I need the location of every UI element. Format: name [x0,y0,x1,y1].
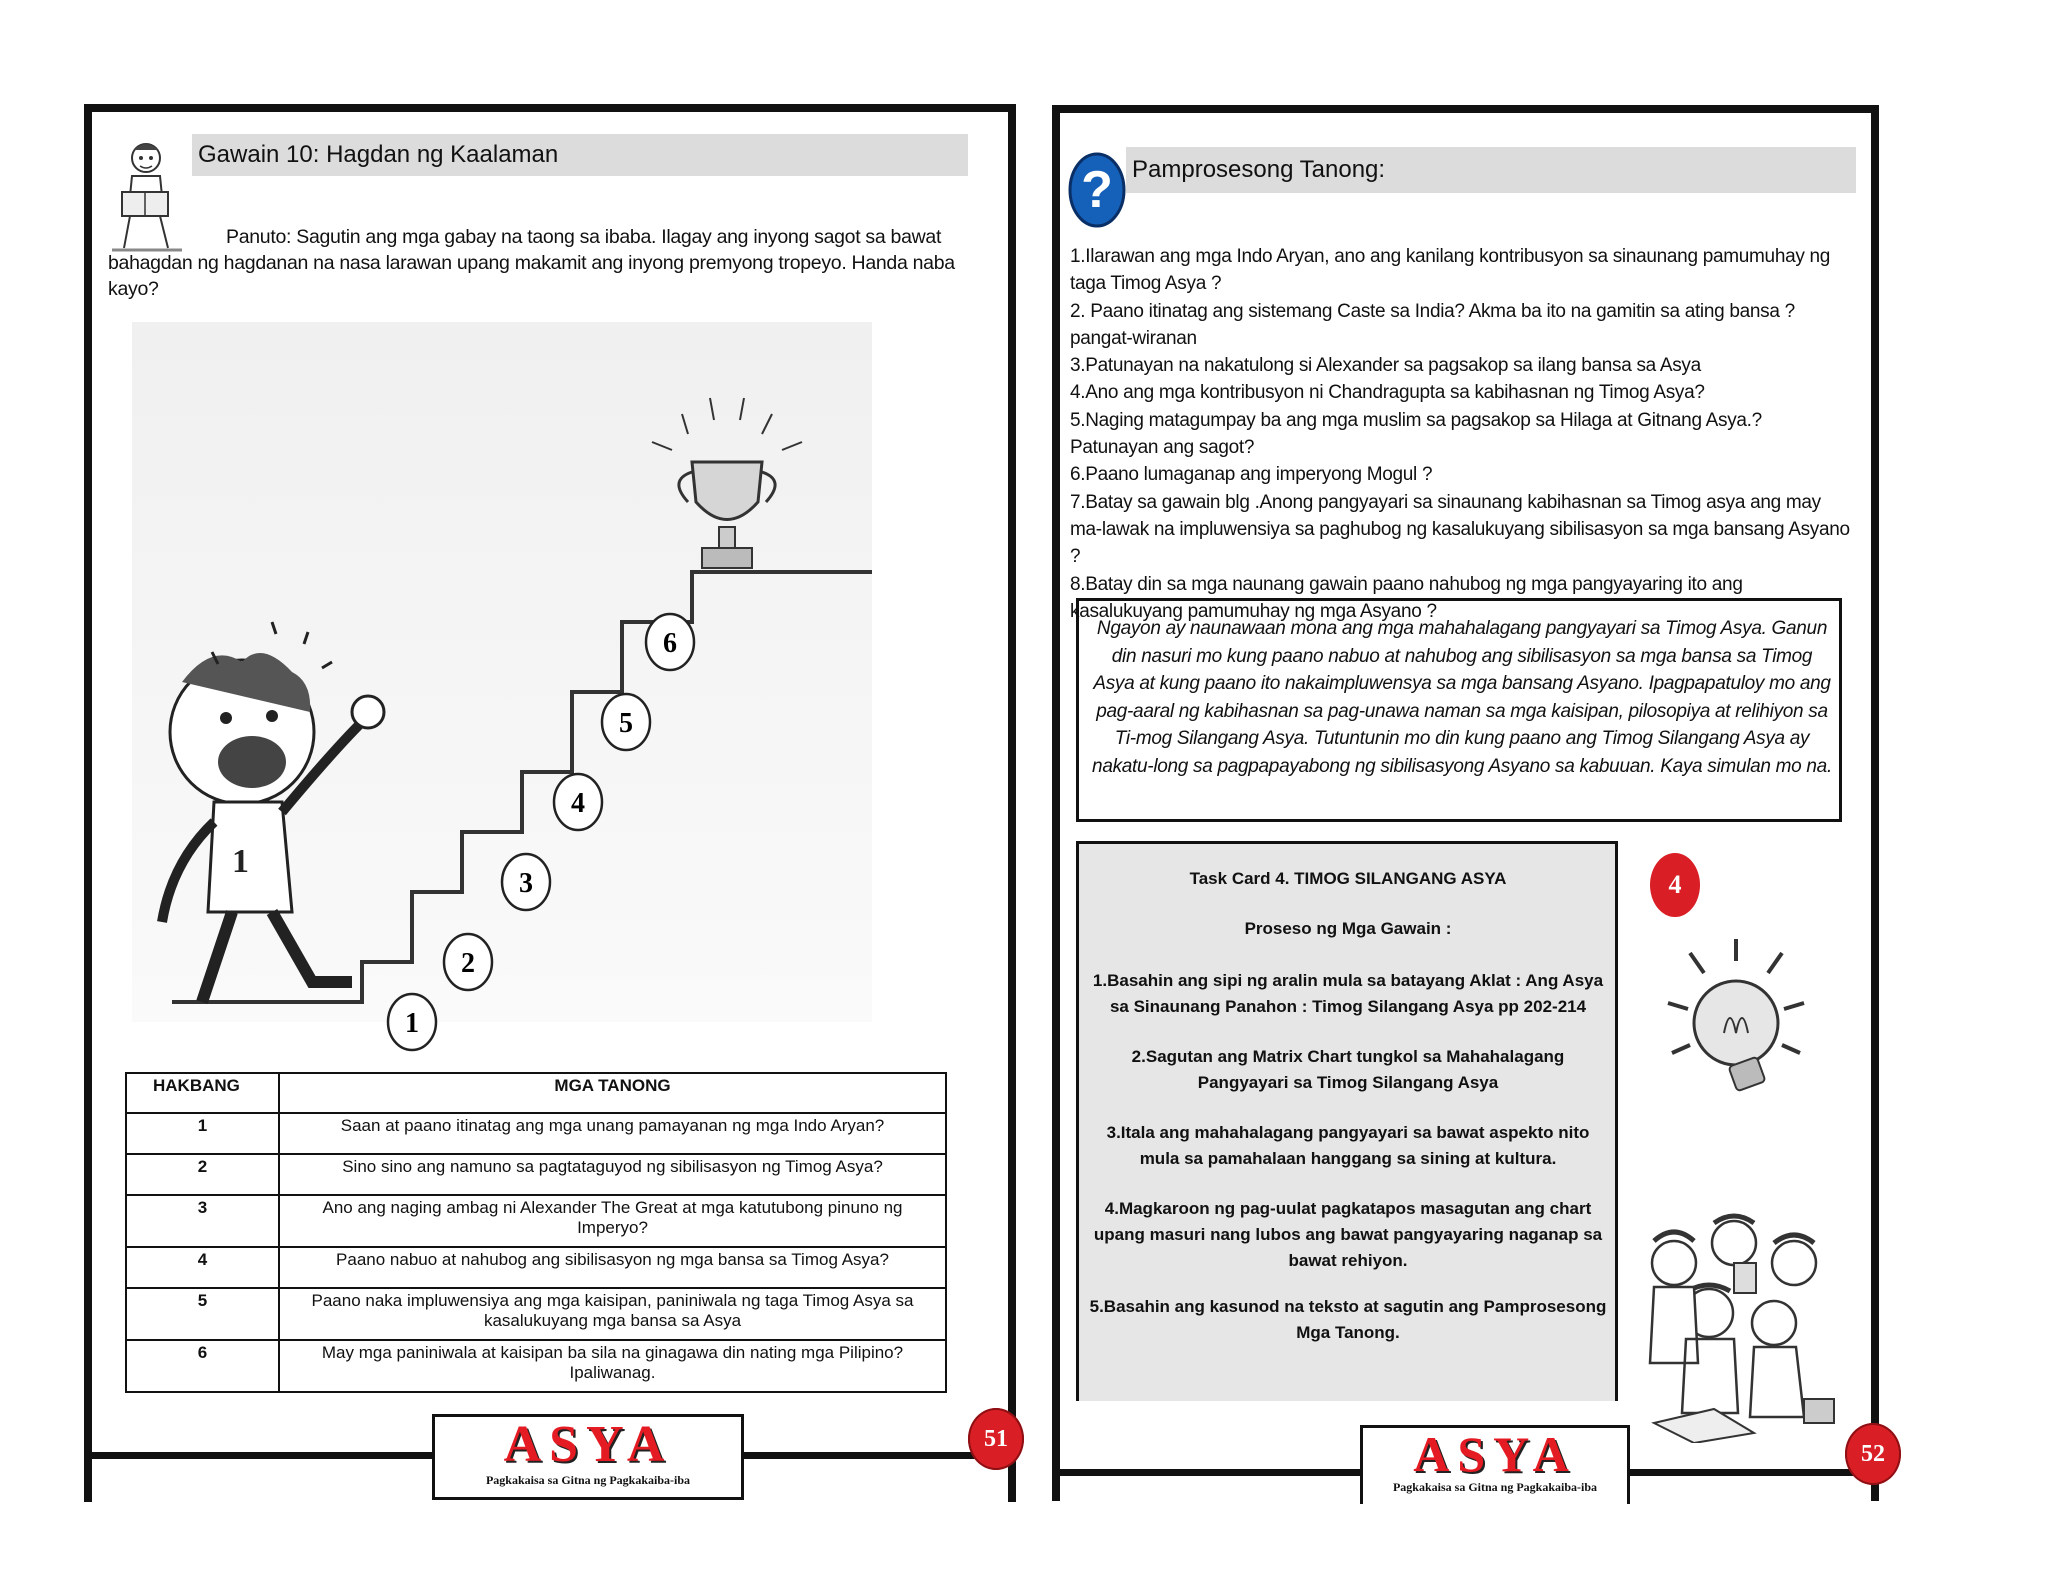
row-question: Paano naka impluwensiya ang mga kaisipan, paniniwala ng taga Timog Asya sa kasalukuyang mga bansa sa Asya [279,1288,946,1340]
asya-logo [1360,1425,1630,1504]
page-number: 52 [1845,1423,1901,1485]
processing-questions-title: Pamprosesong Tanong: [1132,156,1386,183]
step-label-5: 5 [619,708,633,739]
question-item: 8.Batay din sa mga naunang gawain paano nahubog ng mga pangyayaring ito ang kasalukuyang pamumuhay ng mga Asyano ? [1070,573,1743,622]
activity-title-bar [192,134,968,176]
svg-text:?: ? [1081,161,1113,219]
right-page [1052,105,1885,1501]
question-item: 6.Paano lumaganap ang imperyong Mogul ? [1070,464,1433,486]
table-row [126,1247,946,1288]
activity-title: Gawain 10: Hagdan ng Kaalaman [198,141,559,168]
step-circle-1 [388,994,436,1050]
task-card-subtitle: Proseso ng Mga Gawain : [1244,919,1452,938]
row-question: Ano ang naging ambag ni Alexander The Great at mga katutubong pinuno ng Imperyo? [279,1195,946,1247]
processing-questions-list [1070,243,1850,625]
question-item: 5.Naging matagumpay ba ang mga muslim sa pagsakop sa Hilaga at Gitnang Asya.?Patunayan ang sagot? [1070,409,1762,459]
step-label-1: 1 [405,1008,419,1039]
row-step: 1 [126,1113,279,1154]
task-card-item: 1.Basahin ang sipi ng aralin mula sa batayang Aklat : Ang Asya sa Sinaunang Panahon : Timog Silangang Asya pp 202-214 [1092,971,1604,1016]
task-number-badge: 4 [1650,853,1700,917]
row-step: 6 [126,1340,279,1392]
logo-tagline: Pagkakaisa sa Gitna ng Pagkakaiba-iba [1392,1480,1598,1494]
table-row [126,1113,946,1154]
asya-logo [432,1414,744,1500]
question-item: 2. Paano itinatag ang sistemang Caste sa India? Akma ba ito na gamitin sa ating bansa ? pangat-wiranan [1070,300,1795,349]
table-row [126,1154,946,1195]
staircase-illustration [132,322,952,1062]
step-label-3: 3 [519,868,533,899]
questions-table [125,1072,947,1393]
task-card-item: 3.Itala ang mahahalagang pangyayari sa bawat aspekto nito mula sa pamahalaan hanggang sa sining at kultura. [1106,1123,1590,1168]
row-step: 3 [126,1195,279,1247]
question-item: 4.Ano ang mga kontribusyon ni Chandragupta sa kabihasnan ng Timog Asya? [1070,382,1705,404]
logo-word: ASYA [503,1416,673,1473]
step-circle-2 [444,934,492,990]
logo-tagline: Pagkakaisa sa Gitna ng Pagkakaiba-iba [485,1473,691,1487]
question-item: 1.Ilarawan ang mga Indo Aryan, ano ang kanilang kontribusyon sa sinaunang pamumuhay ng taga Timog Asya ? [1070,246,1831,295]
row-question: Sino sino ang namuno sa pagtataguyod ng sibilisasyon ng Timog Asya? [279,1154,946,1195]
col-header-questions: MGA TANONG [279,1073,946,1113]
processing-questions-bar [1126,147,1856,193]
step-label-4: 4 [571,788,585,819]
task-card-item: 2.Sagutan ang Matrix Chart tungkol sa Mahahalagang Pangyayari sa Timog Silangang Asya [1131,1047,1565,1092]
instructions-text: Panuto: Sagutin ang mga gabay na taong sa ibaba. Ilagay ang inyong sagot sa bawat bahagdan ng hagdanan na nasa larawan upang makamit ang inyong premyong tropeyo. Handa naba kayo? [108,226,955,300]
task-card-item: 4.Magkaroon ng pag-uulat pagkatapos masagutan ang chart upang masuri nang lubos ang bawat pangyayaring naganap sa bawat rehiyon. [1093,1199,1603,1270]
step-circle-3 [502,854,550,910]
step-circle-4 [554,774,602,830]
table-row [126,1195,946,1247]
svg-text:1: 1 [232,843,249,880]
task-card-item: 5.Basahin ang kasunod na teksto at sagutin ang Pamprosesong Mga Tanong. [1089,1297,1607,1342]
task-card [1076,841,1618,1401]
logo-word: ASYA [1413,1426,1577,1482]
children-group-icon [1634,1203,1844,1443]
step-circle-5 [602,694,650,750]
row-question: Saan at paano itinatag ang mga unang pamayanan ng mga Indo Aryan? [279,1113,946,1154]
row-question: Paano nabuo at nahubog ang sibilisasyon ng mga bansa sa Timog Asya? [279,1247,946,1288]
row-step: 5 [126,1288,279,1340]
step-circle-6 [646,614,694,670]
intro-box [1076,598,1842,822]
page-number: 51 [968,1408,1024,1470]
row-question: May mga paniniwala at kaisipan ba sila na ginagawa din nating mga Pilipino? Ipaliwanag. [279,1340,946,1392]
intro-text: Ngayon ay naunawaan mona ang mga mahahalagang pangyayari sa Timog Asya. Ganun din nasuri mo kung paano nabuo at nahubog ang sibilisasyon sa mga bansa sa Timog Asya at kung paano ito nakaimpluwensya sa mga bansang Asyano. Ipagpapatuloy mo ang pag-aaral ng kabihasnan sa pag-unawa naman sa mga kaisipan, pilosopiya at relihiyon sa Ti-mog Silangang Asya. Tutuntunin mo din kung paano ang Timog Silangang Asya ay nakatu-long sa pagpapayabong ng sibilisasyong Asyano sa kabuuan. Kaya simulan mo na. [1092,618,1832,777]
task-card-title: Task Card 4. TIMOG SILANGANG ASYA [1189,869,1507,888]
row-step: 2 [126,1154,279,1195]
step-label-6: 6 [663,628,677,659]
question-item: 7.Batay sa gawain blg .Anong pangyayari sa sinaunang kabihasnan sa Timog asya ang may ma-lawak na impluwensiya sa paghubog ng kasalukuyang sibilisasyon sa mga bansang Asyano ? [1070,491,1850,568]
lightbulb-icon [1660,933,1810,1123]
table-row [126,1288,946,1340]
row-step: 4 [126,1247,279,1288]
col-header-step: HAKBANG [126,1073,279,1113]
question-mark-icon [1068,151,1126,229]
question-item: 3.Patunayan na nakatulong si Alexander sa pagsakop sa ilang bansa sa Asya [1070,355,1701,377]
step-label-2: 2 [461,948,475,979]
left-page [84,104,1016,1502]
table-row [126,1340,946,1392]
